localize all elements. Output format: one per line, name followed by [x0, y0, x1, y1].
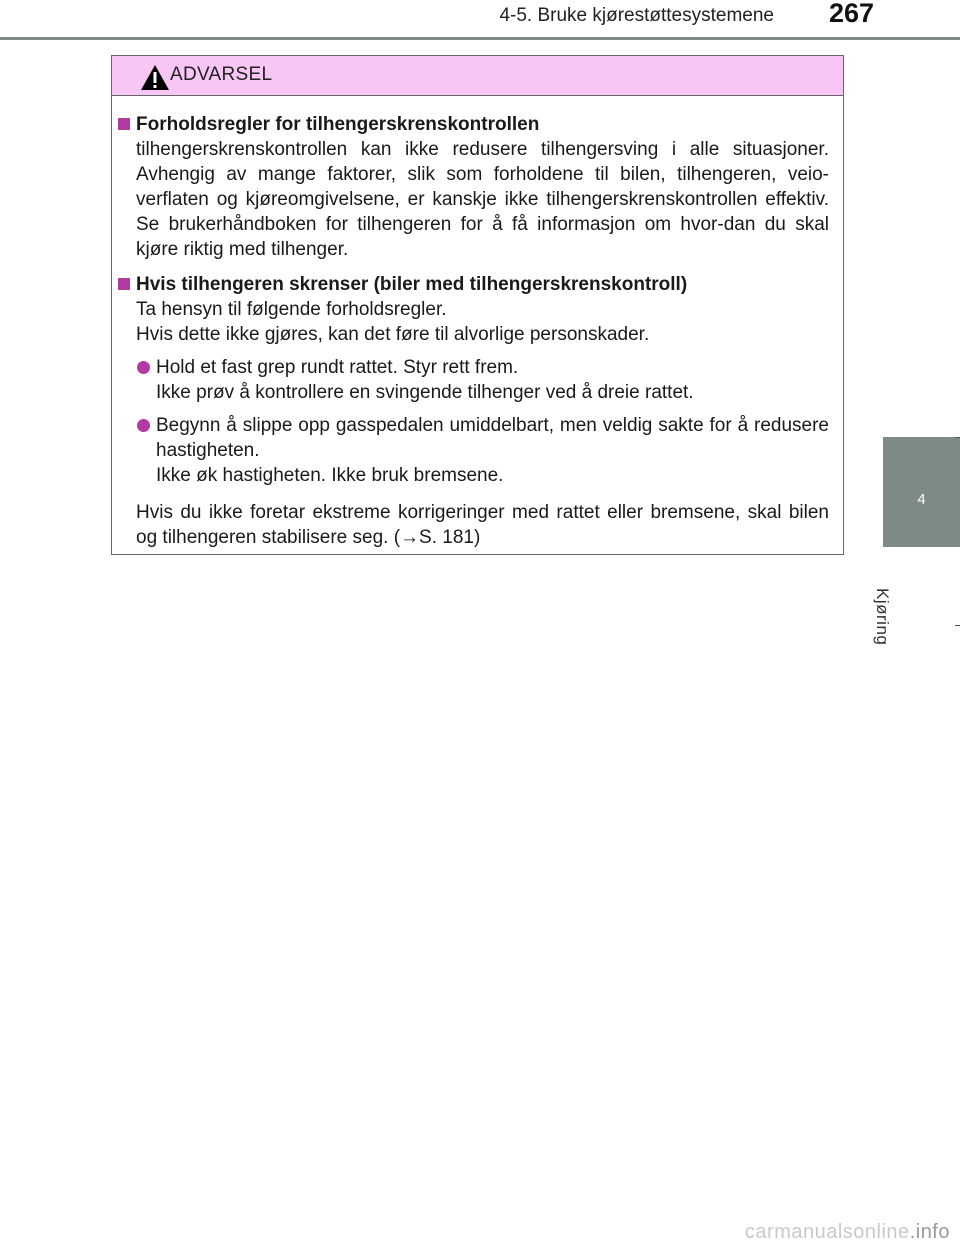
warning-header — [112, 56, 843, 96]
page-reference-link[interactable]: S. 181 — [419, 527, 474, 548]
bullet-line: Ikke prøv å kontrollere en svingende tilhenger ved å dreie rattet. — [156, 382, 694, 403]
section-paragraph — [136, 297, 829, 347]
round-bullet-icon — [137, 419, 150, 432]
side-tick — [955, 437, 960, 438]
round-bullet-icon — [137, 361, 150, 374]
watermark — [745, 1221, 950, 1244]
section-heading-text: Hvis tilhengeren skrenser (biler med tilhengerskrenskontroll) — [136, 274, 688, 295]
intro-line: Hvis dette ikke gjøres, kan det føre til alvorlige personskader. — [136, 324, 650, 345]
page-number: 267 — [828, 0, 874, 28]
watermark-ext: .info — [909, 1221, 950, 1243]
bullet-line: Hold et fast grep rundt rattet. Styr rett frem. — [156, 357, 519, 378]
bullet-line: Begynn å slippe opp gasspedalen umiddelbart, men veldig sakte for å redusere hastigheten. — [156, 415, 829, 461]
chapter-label: Kjøring — [873, 588, 892, 646]
section-heading — [116, 112, 829, 137]
bullet-line: Ikke øk hastigheten. Ikke bruk bremsene. — [156, 465, 504, 486]
warning-triangle-icon — [140, 64, 170, 91]
warning-section — [116, 272, 829, 550]
chapter-tab[interactable] — [883, 437, 960, 547]
warning-box — [111, 55, 844, 555]
section-heading-text: Forholdsregler for tilhengerskrenskontrollen — [136, 114, 540, 135]
chapter-number: 4 — [917, 491, 926, 508]
closing-paragraph — [136, 500, 829, 550]
intro-line: Ta hensyn til følgende forholdsregler. — [136, 299, 447, 320]
header-divider — [0, 37, 960, 40]
list-item — [136, 413, 829, 488]
section-title: 4-5. Bruke kjørestøttesystemene — [499, 5, 774, 26]
warning-title: ADVARSEL — [170, 64, 273, 85]
section-heading — [116, 272, 829, 297]
warning-section — [116, 112, 829, 262]
section-paragraph: tilhengerskrenskontrollen kan ikke redusere tilhengersving i alle situasjoner. Avhengig av mange faktorer, slik som forholdene til bilen, tilhengeren, veio-verflaten og kjøreomgivelsene, er kanskje ikke tilhengerskrenskontrollen effektiv. Se brukerhåndboken for tilhengeren for å få informasjon om hvor-dan du skal kjøre riktig med tilhenger. — [136, 139, 829, 260]
list-item — [136, 355, 829, 405]
closing-text: ) — [473, 527, 481, 548]
arrow-right-icon: → — [400, 527, 420, 548]
square-bullet-icon — [118, 118, 130, 130]
watermark-site: carmanualsonline — [744, 1221, 910, 1243]
side-tick — [955, 625, 960, 626]
warning-body — [112, 96, 843, 550]
square-bullet-icon — [118, 278, 130, 290]
closing-text: Hvis du ikke foretar ekstreme korrigeringer med rattet eller bremsene, skal bilen og tilhengeren stabilisere seg. ( — [136, 502, 829, 548]
